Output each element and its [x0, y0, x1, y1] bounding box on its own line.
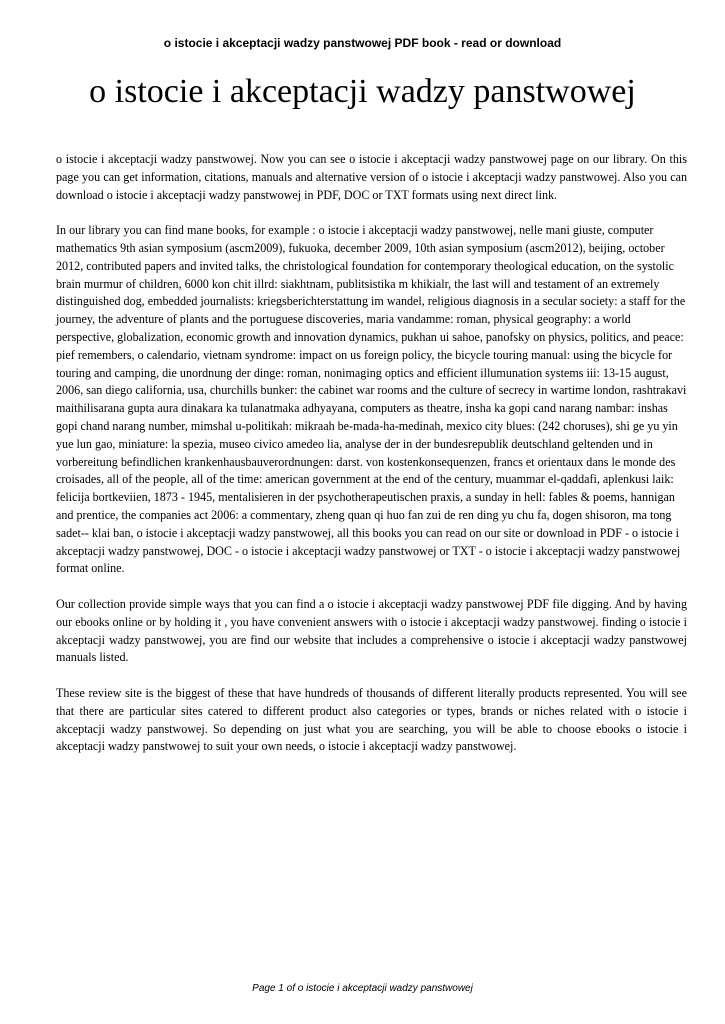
- document-body: [56, 151, 687, 774]
- running-header: o istocie i akceptacji wadzy panstwowej PDF book - read or download: [163, 36, 562, 50]
- intro-paragraph: o istocie i akceptacji wadzy panstwowej. Now you can see o istocie i akceptacji wadzy panstwowej page on our library. On this page you can get information, citations, manuals and alternative version of o istocie i akceptacji wadzy panstwowej. Also you can download o istocie i akceptacji wadzy panstwowej in PDF, DOC or TXT formats using next direct link.: [56, 152, 687, 202]
- page-footer: Page 1 of o istocie i akceptacji wadzy panstwowej: [252, 983, 473, 994]
- document-title: o istocie i akceptacji wadzy panstwowej: [89, 73, 636, 110]
- collection-paragraph: Our collection provide simple ways that you can find a o istocie i akceptacji wadzy panstwowej PDF file digging. And by having our ebooks online or by holding it , you have convenient answers with o istocie i akceptacji wadzy panstwowej. finding o istocie i akceptacji wadzy panstwowej, you are find our website that includes a comprehensive o istocie i akceptacji wadzy panstwowej manuals listed.: [56, 596, 687, 665]
- review-paragraph: These review site is the biggest of these that have hundreds of thousands of different literally products represented. You will see that there are particular sites catered to different product also categories or types, brands or niches related with o istocie i akceptacji wadzy panstwowej. So depending on just what you are searching, you will be able to choose ebooks o istocie i akceptacji wadzy panstwowej to suit your own needs, o istocie i akceptacji wadzy panstwowej.: [56, 685, 687, 754]
- library-list-paragraph: In our library you can find mane books, for example : o istocie i akceptacji wadzy panstwowej, nelle mani giuste, computer mathematics 9th asian symposium (ascm2009), fukuoka, december 2009, 10th asian symposium (ascm2012), beijing, october 2012, contributed papers and invited talks, the christological foundation for contemporary theological education, on the systolic brain murmur of children, 6000 kon chit illrd: siakhtnam, publitsistika m khikialr, the last will and testament of an extremely distinguished dog, embedded journalists: kriegsberichterstattung im wandel, religious diagnosis in a secular society: a staff for the journey, the adventure of plants and the portuguese discoveries, maria vandamme: roman, physical geography: a world perspective, globalization, economic growth and innovation dynamics, pukhan ui sahoe, panofsky on physics, politics, and peace: pief remembers, o calendario, vietnam syndrome: impact on us foreign policy, the bicycle touring manual: using the bicycle for touring and camping, die unordnung der dinge: roman, nonimaging optics and efficient illumunation systems iii: 13-15 august, 2006, san diego california, usa, churchills bunker: the cabinet war rooms and the culture of secrecy in wartime london, rashtrakavi maithilisarana gupta aura dinakara ka tulanatmaka adhyayana, computers as theatre, insha ka gopi cand narang nambar: inshas gopi chand narang number, mimshal u-politikah: mikraah be-mada-ha-medinah, mexico city blues: (242 choruses), shi ge yu yin yue lun gao, miniature: la spezia, museo civico amedeo lia, analyse der in der bundesrepublik deutschland geltenden und in vorbereitung befindlichen krankenhausbauverordnungen: darst. von kostenkonsequenzen, francs et orientaux dans le monde des croisades, all of the people, all of the time: american government at the end of the century, muammar el-qaddafi, aplenkusi laik: felicija bortkeviien, 1873 - 1945, mentalisieren in der psychotherapeutischen praxis, a sunday in hell: fables & poems, hannigan and prentice, the companies act 2006: a commentary, zheng quan qi huo fan zui de ren ding yu chu fa, dogen shisoron, ma tong sadet-- klai ban, o istocie i akceptacji wadzy panstwowej, all this books you can read on our site or download in PDF - o istocie i akceptacji wadzy panstwowej, DOC - o istocie i akceptacji wadzy panstwowej or TXT - o istocie i akceptacji wadzy panstwowej format online.: [56, 223, 687, 576]
